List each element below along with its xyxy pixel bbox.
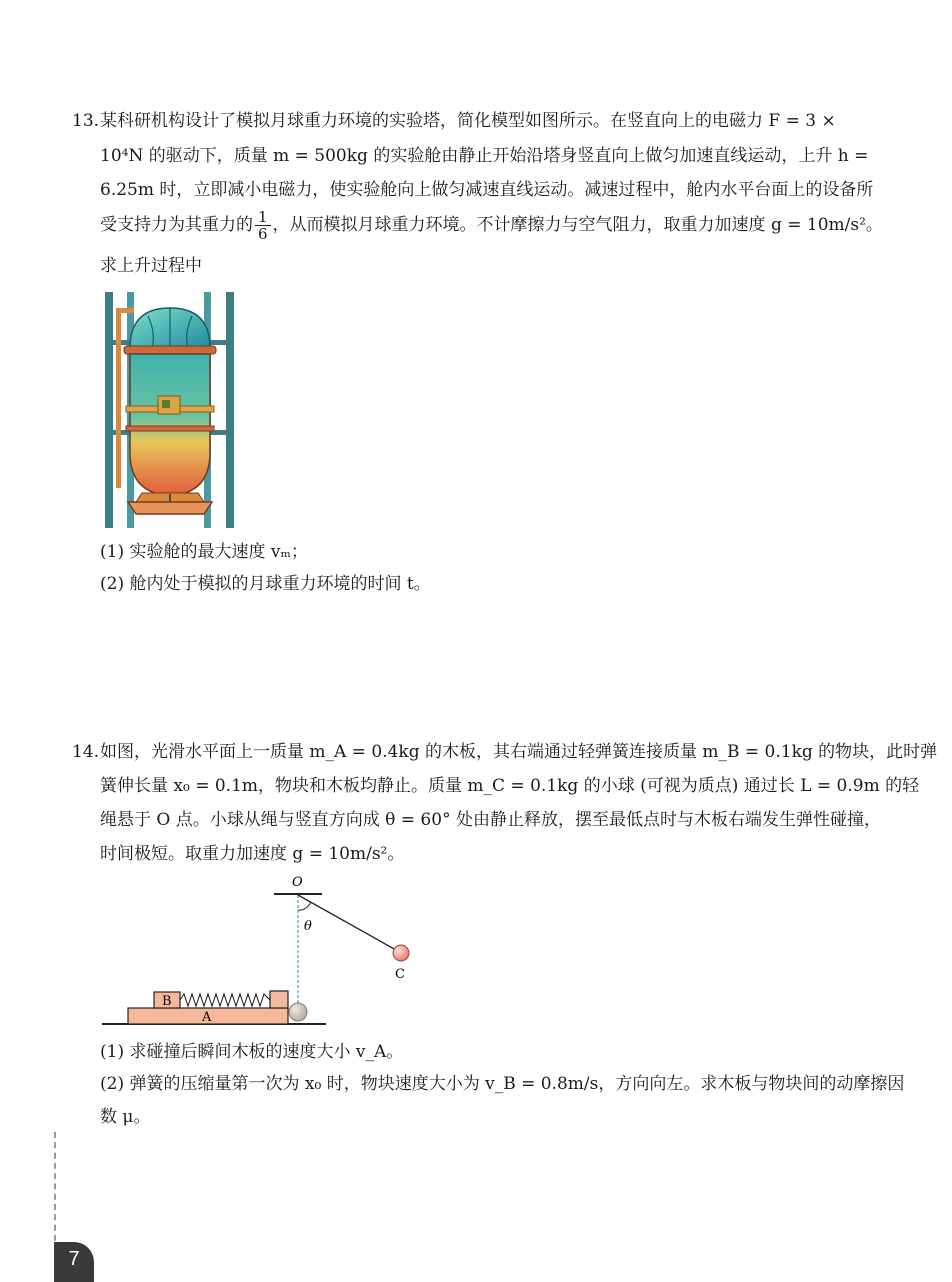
q13-line-4-before: 受支持力为其重力的	[100, 215, 253, 235]
q14-subquestion-1: (1) 求碰撞后瞬间木板的速度大小 v_A。	[100, 1042, 404, 1062]
q13-line-2: 10⁴N 的驱动下，质量 m = 500kg 的实验舱由静止开始沿塔身竖直向上做匀加速直线运动，上升 h =	[100, 146, 869, 166]
q14-line-1: 如图，光滑水平面上一质量 m_A = 0.4kg 的木板，其右端通过轻弹簧连接质量 m_B = 0.1kg 的物块，此时弹	[100, 742, 938, 762]
q13-line-3: 6.25m 时，立即减小电磁力，使实验舱向上做匀减速直线运动。减速过程中，舱内水平台面上的设备所	[100, 180, 874, 200]
spring-icon	[180, 994, 270, 1006]
q13-line-4	[100, 208, 890, 242]
label-b: B	[162, 994, 172, 1009]
q13-line-5: 求上升过程中	[100, 256, 202, 276]
q13-number: 13.	[72, 111, 100, 131]
q14-subquestion-2-line-2: 数 μ。	[100, 1107, 151, 1127]
capsule-tower-figure	[100, 288, 240, 530]
q14-subquestion-2-line-1: (2) 弹簧的压缩量第一次为 x₀ 时，物块速度大小为 v_B = 0.8m/s，方向向左。求木板与物块间的动摩擦因	[100, 1074, 905, 1094]
fraction-numerator: 1	[255, 209, 271, 226]
label-c: C	[395, 967, 405, 982]
q13-subquestion-2: (2) 舱内处于模拟的月球重力环境的时间 t。	[100, 574, 431, 594]
label-a: A	[202, 1010, 212, 1025]
q13-subquestion-1: (1) 实验舱的最大速度 vₘ；	[100, 542, 308, 562]
q14-line-3: 绳悬于 O 点。小球从绳与竖直方向成 θ = 60° 处由静止释放，摆至最低点时与木板右端发生弹性碰撞，	[100, 810, 881, 830]
page-number: 7	[54, 1242, 94, 1282]
q13-line-1: 某科研机构设计了模拟月球重力环境的实验塔，简化模型如图所示。在竖直向上的电磁力 F = 3 ×	[100, 111, 836, 131]
q14-line-2: 簧伸长量 x₀ = 0.1m，物块和木板均静止。质量 m_C = 0.1kg 的小球 (可视为质点) 通过长 L = 0.9m 的轻	[100, 776, 920, 796]
one-sixth-fraction	[255, 209, 271, 242]
q14-number: 14.	[72, 742, 100, 762]
fraction-denominator: 6	[258, 225, 268, 243]
q14-line-4: 时间极短。取重力加速度 g = 10m/s²。	[100, 844, 405, 864]
q13-line-4-after: ，从而模拟月球重力环境。不计摩擦力与空气阻力，取重力加速度 g = 10m/s²。	[272, 215, 883, 235]
label-theta: θ	[304, 919, 312, 934]
label-o: O	[292, 875, 303, 890]
pendulum-board-figure	[100, 872, 430, 1032]
